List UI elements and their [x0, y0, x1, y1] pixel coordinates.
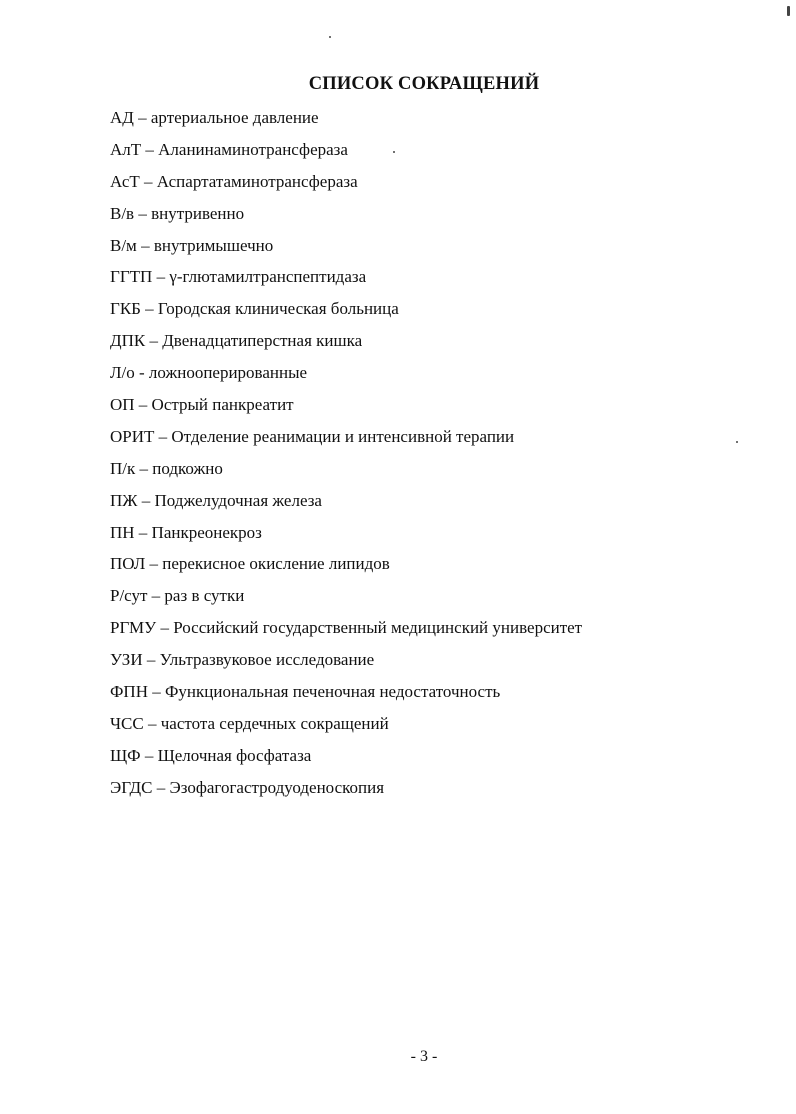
list-item: В/м – внутримышечно: [110, 235, 274, 255]
list-item: ОП – Острый панкреатит: [110, 395, 294, 415]
list-item: ОРИТ – Отделение реанимации и интенсивной терапии: [110, 426, 515, 446]
list-item: АлТ – Аланинаминотрансфераза: [110, 139, 348, 159]
list-item: ЭГДС – Эзофагогастродуоденоскопия: [110, 777, 385, 797]
list-item: Л/о - ложнооперированные: [110, 363, 308, 383]
scan-speck: [329, 36, 331, 38]
list-item: АД – артериальное давление: [110, 108, 319, 127]
list-item: РГМУ – Российский государственный медицинский университет: [110, 618, 583, 638]
scan-speck: [736, 441, 738, 443]
list-item: П/к – подкожно: [110, 458, 223, 478]
list-item: ГКБ – Городская клиническая больница: [110, 299, 399, 319]
list-item: ПОЛ – перекисное окисление липидов: [110, 554, 390, 574]
list-item: ГГТП – γ-глютамилтранспептидаза: [110, 267, 367, 287]
list-item: ДПК – Двенадцатиперстная кишка: [110, 331, 363, 351]
abbreviation-list: [110, 107, 582, 809]
list-item: ПН – Панкреонекроз: [110, 522, 262, 542]
list-item: УЗИ – Ультразвуковое исследование: [110, 650, 375, 670]
list-item: Р/сут – раз в сутки: [110, 586, 245, 606]
list-item: ФПН – Функциональная печеночная недостаточность: [110, 682, 501, 702]
page-number: - 3 -: [410, 1048, 438, 1065]
list-item: ПЖ – Поджелудочная железа: [110, 490, 322, 510]
page-title: СПИСОК СОКРАЩЕНИЙ: [308, 74, 540, 94]
list-item: АсТ – Аспартатаминотрансфераза: [110, 171, 358, 191]
list-item: В/в – внутривенно: [110, 203, 245, 223]
scan-speck: [787, 6, 790, 16]
list-item: ЧСС – частота сердечных сокращений: [110, 713, 389, 733]
list-item: ЩФ – Щелочная фосфатаза: [110, 745, 312, 765]
